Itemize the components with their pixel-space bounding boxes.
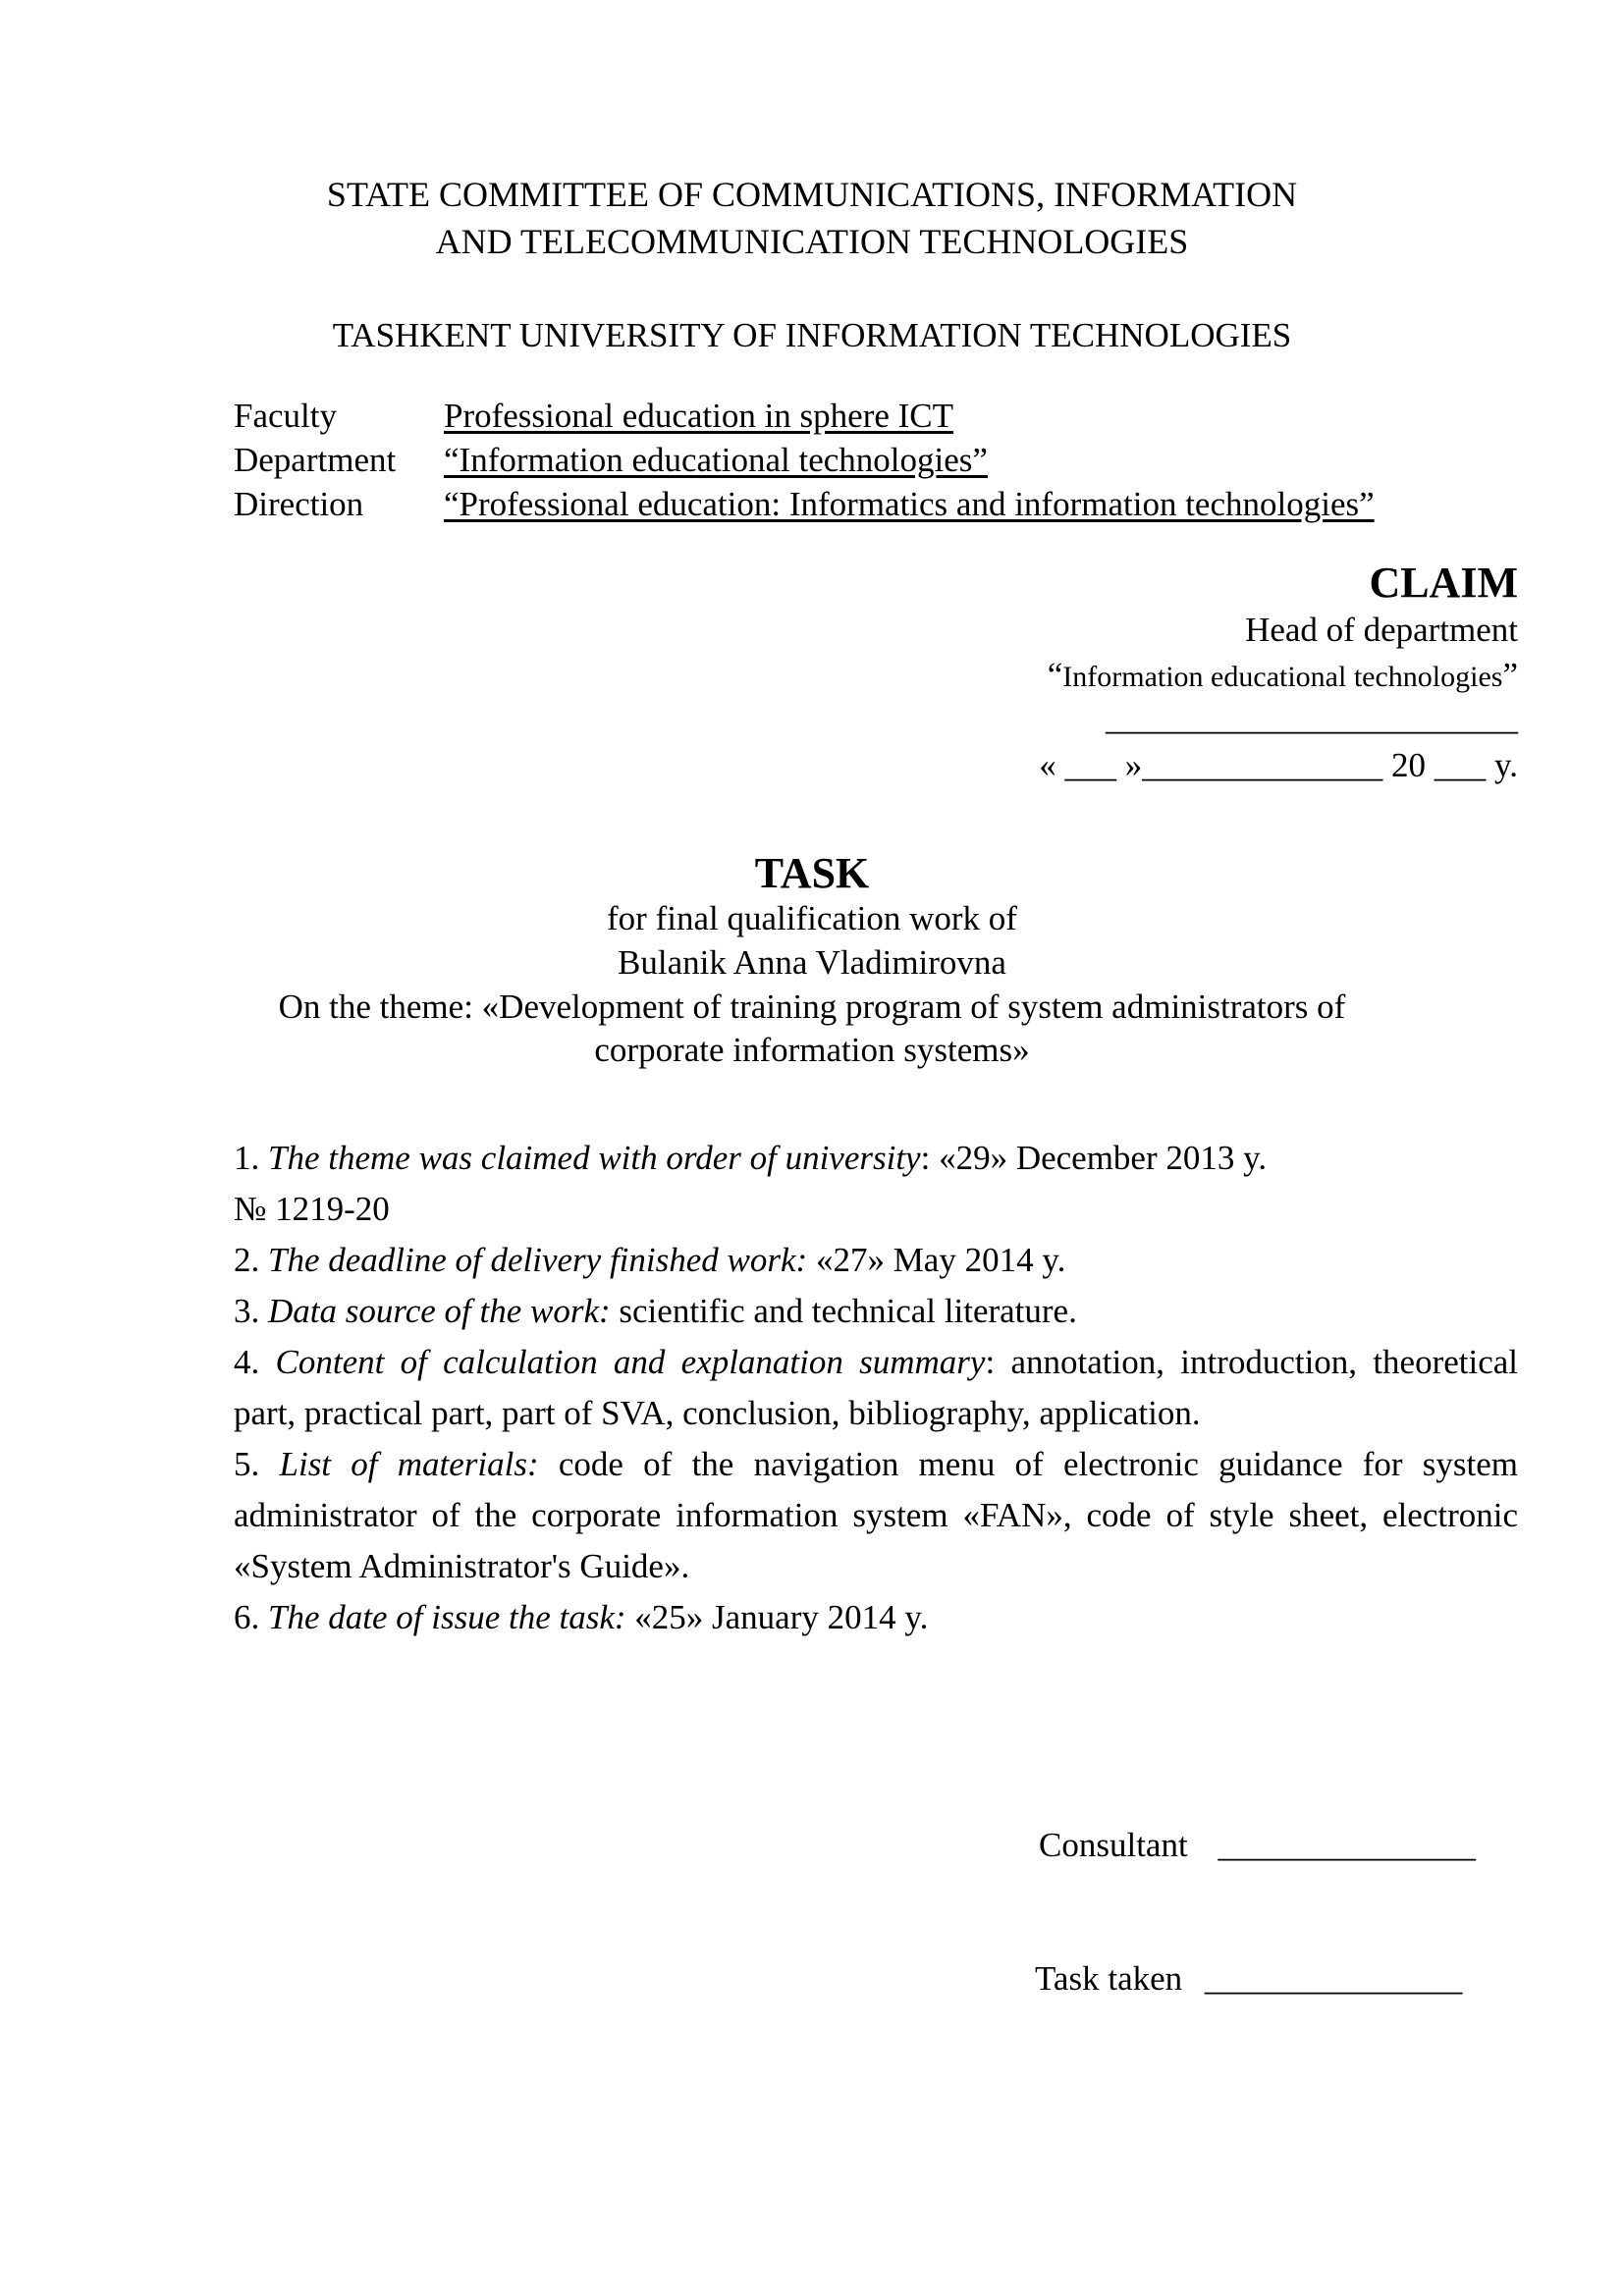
consultant-label: Consultant [1039,1826,1188,1864]
item-label: The deadline of delivery finished work: [268,1241,808,1279]
university-name: TASHKENT UNIVERSITY OF INFORMATION TECHNOLOGIES [332,316,1292,354]
item-number: 1. [234,1139,268,1177]
item-text: code of the navigation menu of electronic guidance for system administrator of the corporate information system «FAN», code of style sheet, electronic «System Administrator's Guide». [234,1445,1519,1585]
task-taken-label: Task taken [1035,1959,1183,1998]
item-text: scientific and technical literature. [610,1292,1077,1330]
task-taken-signature [1035,1959,1462,1999]
item-label: The date of issue the task: [268,1598,626,1636]
consultant-line: _______________ [1218,1826,1476,1864]
header-line-2: AND TELECOMMUNICATION TECHNOLOGIES [435,222,1189,261]
header-line-1: STATE COMMITTEE OF COMMUNICATIONS, INFORMATION [326,175,1298,214]
item-number: 5. [234,1445,280,1483]
task-item-1 [234,1133,1518,1235]
faculty-label: Faculty [234,397,337,435]
order-number: № 1219-20 [234,1190,390,1228]
department-value: “Information educational technologies” [444,441,988,479]
item-text: «27» May 2014 y. [807,1241,1066,1279]
claim-date-line: « ___ »______________ 20 ___ y. [1039,746,1518,784]
claim-title: CLAIM [1369,559,1518,607]
student-name: Bulanik Anna Vladimirovna [618,943,1006,982]
task-item-6 [234,1592,1518,1643]
direction-label: Direction [234,485,364,523]
item-text: «25» January 2014 y. [625,1598,929,1636]
claim-dept-name: Information educational technologies [1062,661,1503,693]
task-title: TASK [754,849,870,897]
item-text: : annotation, introduction, theoretical part, practical part, part of SVA, conclusion, bibliography, application. [234,1343,1519,1432]
claim-open-quote: “ [1047,656,1063,694]
task-taken-line: _______________ [1204,1959,1463,1998]
item-number: 3. [234,1292,268,1330]
claim-head-of: Head of department [1245,611,1518,649]
item-number: 4. [234,1343,276,1381]
item-number: 6. [234,1598,268,1636]
task-item-3 [234,1286,1518,1337]
theme-line-2: corporate information systems» [594,1031,1030,1069]
item-label: Content of calculation and explanation summary [275,1343,986,1381]
item-label: List of materials: [279,1445,539,1483]
department-label: Department [234,441,397,479]
task-item-2 [234,1235,1518,1286]
task-item-5 [234,1439,1518,1592]
item-number: 2. [234,1241,268,1279]
claim-close-quote: ” [1502,656,1518,694]
task-item-4 [234,1337,1518,1439]
consultant-signature [1039,1826,1476,1865]
item-text: : «29» December 2013 y. [920,1139,1268,1177]
task-subtitle: for final qualification work of [607,899,1017,937]
claim-signature-line: ________________________ [1106,699,1518,737]
faculty-value: Professional education in sphere ICT [444,397,954,435]
theme-line-1: On the theme: «Development of training program of system administrators of [278,988,1346,1026]
claim-dept-name-line [1048,656,1518,695]
item-label: Data source of the work: [268,1292,611,1330]
direction-value: “Professional education: Informatics and information technologies” [444,485,1375,523]
item-label: The theme was claimed with order of university [268,1139,921,1177]
